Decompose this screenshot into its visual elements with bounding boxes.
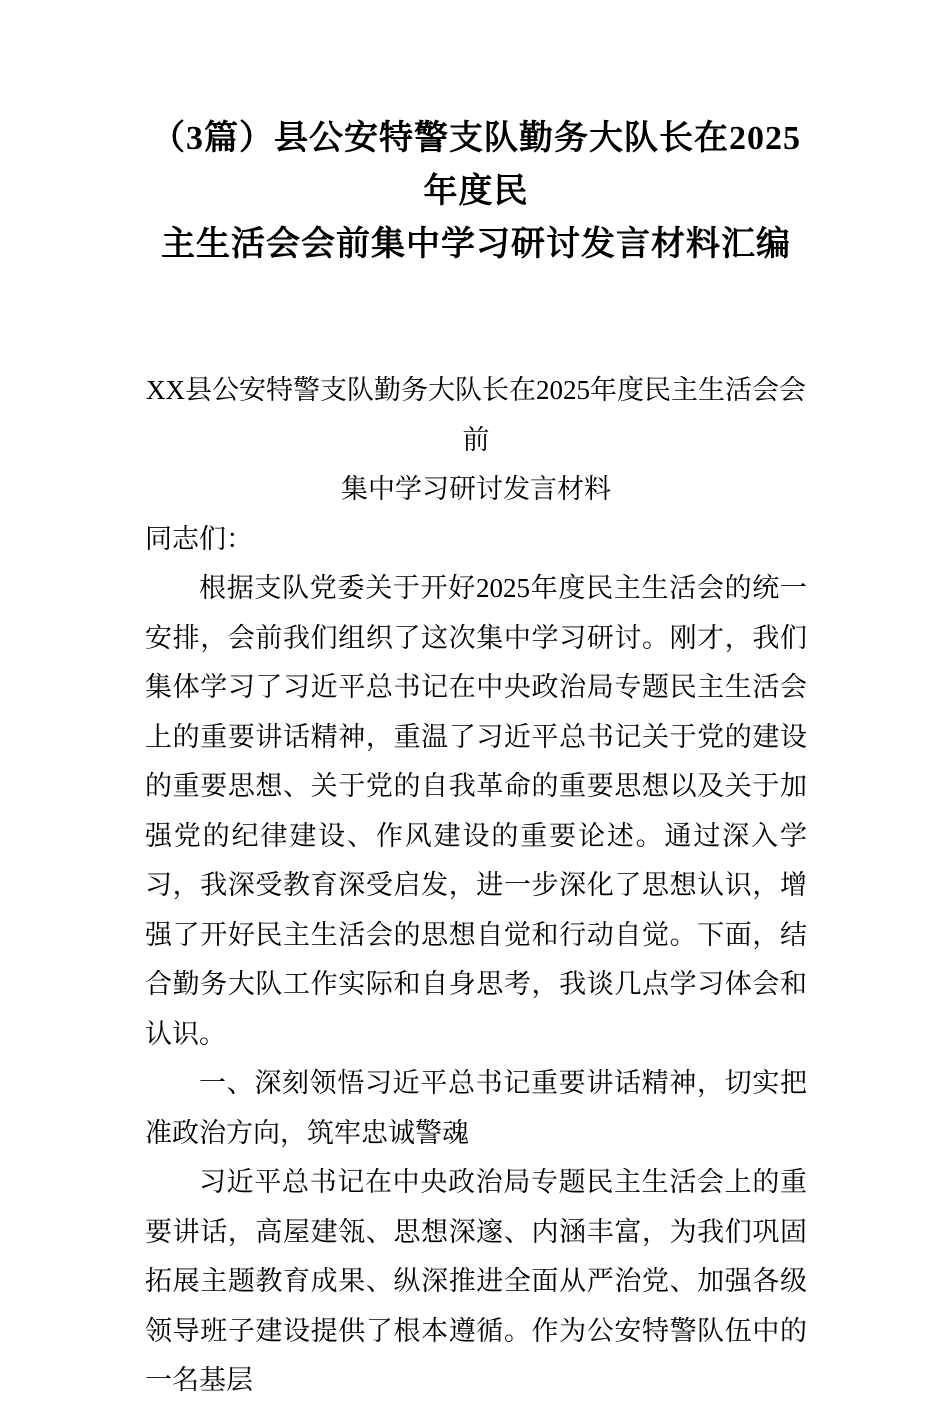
document-subtitle-line-1: XX县公安特警支队勤务大队长在2025年度民主生活会会前 (146, 375, 806, 455)
document-subtitle (145, 366, 807, 515)
paragraph-section-1-body: 习近平总书记在中央政治局专题民主生活会上的重要讲话，高屋建瓴、思想深邃、内涵丰富，为我们巩固拓展主题教育成果、纵深推进全面从严治党、加强各级领导班子建设提供了根本遵循。作为公安特警队伍中的一名基层 (145, 1167, 807, 1395)
document-title-line-1: （3篇）县公安特警支队勤务大队长在2025年度民 (151, 120, 801, 210)
document-title-line-2: 主生活会会前集中学习研讨发言材料汇编 (161, 226, 791, 263)
paragraph-opening: 根据支队党委关于开好2025年度民主生活会的统一安排，会前我们组织了这次集中学习研讨。刚才，我们集体学习了习近平总书记在中央政治局专题民主生活会上的重要讲话精神，重温了习近平总书记关于党的建设的重要思想、关于党的自我革命的重要思想以及关于加强党的纪律建设、作风建设的重要论述。通过深入学习，我深受教育深受启发，进一步深化了思想认识，增强了开好民主生活会的思想自觉和行动自觉。下面，结合勤务大队工作实际和自身思考，我谈几点学习体会和认识。 (145, 573, 807, 1049)
salutation: 同志们： (145, 523, 253, 554)
section-heading-1: 一、深刻领悟习近平总书记重要讲话精神，切实把准政治方向，筑牢忠诚警魂 (145, 1068, 807, 1148)
document-title (145, 112, 807, 271)
document-subtitle-line-2: 集中学习研讨发言材料 (341, 474, 611, 504)
